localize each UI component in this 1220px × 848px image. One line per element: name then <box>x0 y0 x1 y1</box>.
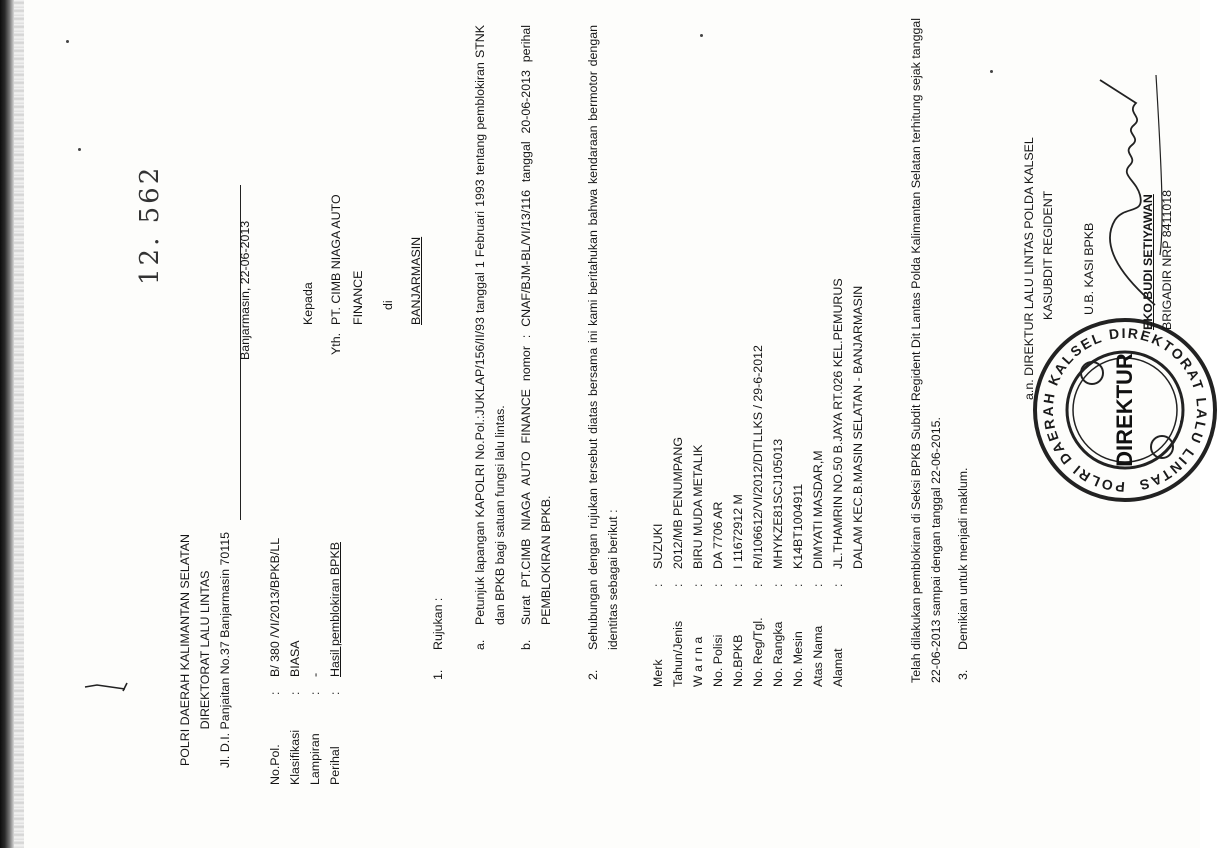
vehicle-value: DIMYATI MASDAR,M <box>811 450 825 569</box>
vehicle-value: R/I106612/VI/2012/DITLLKS / 29-6-2012 <box>751 345 765 569</box>
section-3-text: Demikian untuk menjadi maklum. <box>956 467 970 650</box>
vehicle-row: Merk : SUZUKI <box>648 278 668 687</box>
signatory-rank: BRIGADIR NRP 8411018 <box>1160 189 1174 330</box>
recipient-city: BANJARMASIN <box>409 236 423 325</box>
vehicle-row: No. Reg/Tgl. : R/I106612/VI/2012/DITLLKS / 29-6-2012 <box>748 278 768 687</box>
section-2-text: Sehubungan dengan rujukan tersebut diatas bersama ini kami beritahukan bahwa kendaraan bermotor dengan identitas sebagai berikut : <box>586 25 620 650</box>
meta-label: Perihal <box>328 746 342 785</box>
vehicle-label: Alamat <box>831 648 845 687</box>
recipient-kepada: Kepada <box>301 282 315 325</box>
meta-row: No.Pol. : B/ 380 /VI/2013/BPKB/LL <box>265 538 285 785</box>
vehicle-label: No. Rangka <box>771 621 785 687</box>
vehicle-label: No.BPKB <box>731 634 745 687</box>
vehicle-address-continued: DALAM KEC.B.MASIN SELATAN - BANJARMASIN <box>851 285 865 569</box>
vehicle-value: DA 7706 AR <box>711 501 725 569</box>
meta-label: Klasifikasi <box>288 729 302 785</box>
signature-line-1: a.n. DIREKTUR LALU LINTAS POLDA KALSEL <box>1022 137 1036 400</box>
vehicle-value: SUZUKI <box>651 523 665 569</box>
section-1-title: Rujukan : <box>431 597 445 650</box>
letter-meta <box>265 538 345 785</box>
vehicle-value: BIRU MUDA METALIK <box>691 444 705 569</box>
section-1-number: 1. <box>431 669 445 680</box>
stamp-ring-text: POLRI DAERAH KALSEL DIREKTORAT LALU LINTAS <box>1039 324 1211 496</box>
vehicle-row <box>848 278 868 687</box>
letterhead <box>175 485 235 815</box>
vehicle-label: No. Polisi <box>711 634 725 687</box>
item-b-letter: b. <box>519 639 533 650</box>
meta-row: Lampiran : - <box>305 538 325 785</box>
letterhead-line-2: DIREKTORAT LALU LINTAS <box>198 570 212 730</box>
place-date: Banjarmasin, 22-06-2013 <box>238 220 252 360</box>
handwritten-number: 12. 562 <box>135 164 165 285</box>
scanner-edge-shadow <box>0 0 14 848</box>
meta-value-subject: Hasil pemblokiran BPKB <box>328 542 342 677</box>
recipient-name-line-2: FINANCE <box>351 270 365 325</box>
recipient-di: di <box>381 300 395 310</box>
vehicle-label: Merk <box>651 659 665 687</box>
item-a-letter: a. <box>473 639 487 650</box>
section-2-number: 2. <box>586 669 600 680</box>
recipient-name-line-1: PT. CIMB NIAGA AUTO <box>329 194 343 325</box>
recipient-yth: Yth. <box>329 332 343 355</box>
vehicle-row: No. Polisi : DA 7706 AR <box>708 278 728 687</box>
item-b-text: Surat PT.CIMB NIAGA AUTO FINANCE nomor : CNAF/BJM-BL/VI/13/116 tanggal 20-06-2013 perihal PEMBLOKIRAN BPKB. <box>519 25 553 625</box>
meta-value: BIASA <box>288 640 302 677</box>
handwritten-tick-mark <box>75 655 135 695</box>
vehicle-label: W a r n a <box>691 636 705 687</box>
vehicle-label: Tahun/Jenis <box>671 620 685 687</box>
vehicle-row: Atas Nama : DIMYATI MASDAR,M <box>808 278 828 687</box>
vehicle-row: No.BPKB : I 11672912 M <box>728 278 748 687</box>
vehicle-value: I 11672912 M <box>731 494 745 569</box>
vehicle-row: Alamat : JL.THAMRIN NO.50 B.JAYA RT.026 KEL.PEMURUS <box>828 278 848 687</box>
vehicle-row: No. Mesin : K14BT1004911 <box>788 278 808 687</box>
meta-value: - <box>308 672 322 677</box>
signature-line-2: KASUBDIT REGIDENT <box>1041 190 1055 320</box>
vehicle-row: No. Rangka : MHYKZE81SCJ105013 <box>768 278 788 687</box>
vehicle-label: No. Mesin <box>791 631 805 687</box>
vehicle-row: Tahun/Jenis : 2012/MB PENUMPANG <box>668 278 688 687</box>
vehicle-value: K14BT1004911 <box>791 483 805 569</box>
item-a-text: Petunjuk lapangan KAPOLRI No.Pol.:JUKLAP/156/II/93 tanggal 1 Februari 1993 tentang pemblokiran STNK dan BPKB bagi satuan fungsi lalu lintas. <box>473 25 507 625</box>
vehicle-value: JL.THAMRIN NO.50 B.JAYA RT.026 KEL.PEMURUS <box>831 278 845 569</box>
vehicle-value: 2012/MB PENUMPANG <box>671 437 685 569</box>
vehicle-identity-table <box>648 278 868 687</box>
closing-paragraph: Telah dilakukan pemblokiran di Seksi BPKB Subdit Regident Dit Lantas Polda Kalimantan Selatan terhitung sejak tanggal 22-06-2013 sampai dengan tanggal 22-06-2015. <box>909 18 943 683</box>
section-3-number: 3. <box>956 669 970 680</box>
letterhead-line-3: Jl. D.I. Panjaitan No.37 Banjarmasin 70115 <box>218 532 232 769</box>
meta-row: Klasifikasi : BIASA <box>285 538 305 785</box>
vehicle-label: No. Reg/Tgl. <box>751 617 765 687</box>
letterhead-line-1: POLRI DAERAH KALIMANTAN SELATAN <box>178 533 192 767</box>
meta-label: No.Pol. <box>268 744 282 785</box>
stamp-center-text: DIREKTUR <box>1112 353 1137 467</box>
meta-label: Lampiran <box>308 733 322 785</box>
scanner-edge-noise <box>14 0 24 848</box>
handwritten-signature <box>1060 65 1180 315</box>
vehicle-label: Atas Nama <box>811 625 825 687</box>
letter-page <box>60 5 1211 845</box>
meta-row: Perihal : Hasil pemblokiran BPKB <box>325 538 345 785</box>
vehicle-value: MHYKZE81SCJ105013 <box>771 438 785 569</box>
signatory-name: EKO BUDI SETIYAWAN <box>1141 194 1155 330</box>
vehicle-row: W a r n a : BIRU MUDA METALIK <box>688 278 708 687</box>
meta-value: B/ 380 /VI/2013/BPKB/LL <box>268 537 282 677</box>
signature-line-3: U.B. KASI BPKB <box>1082 222 1096 315</box>
